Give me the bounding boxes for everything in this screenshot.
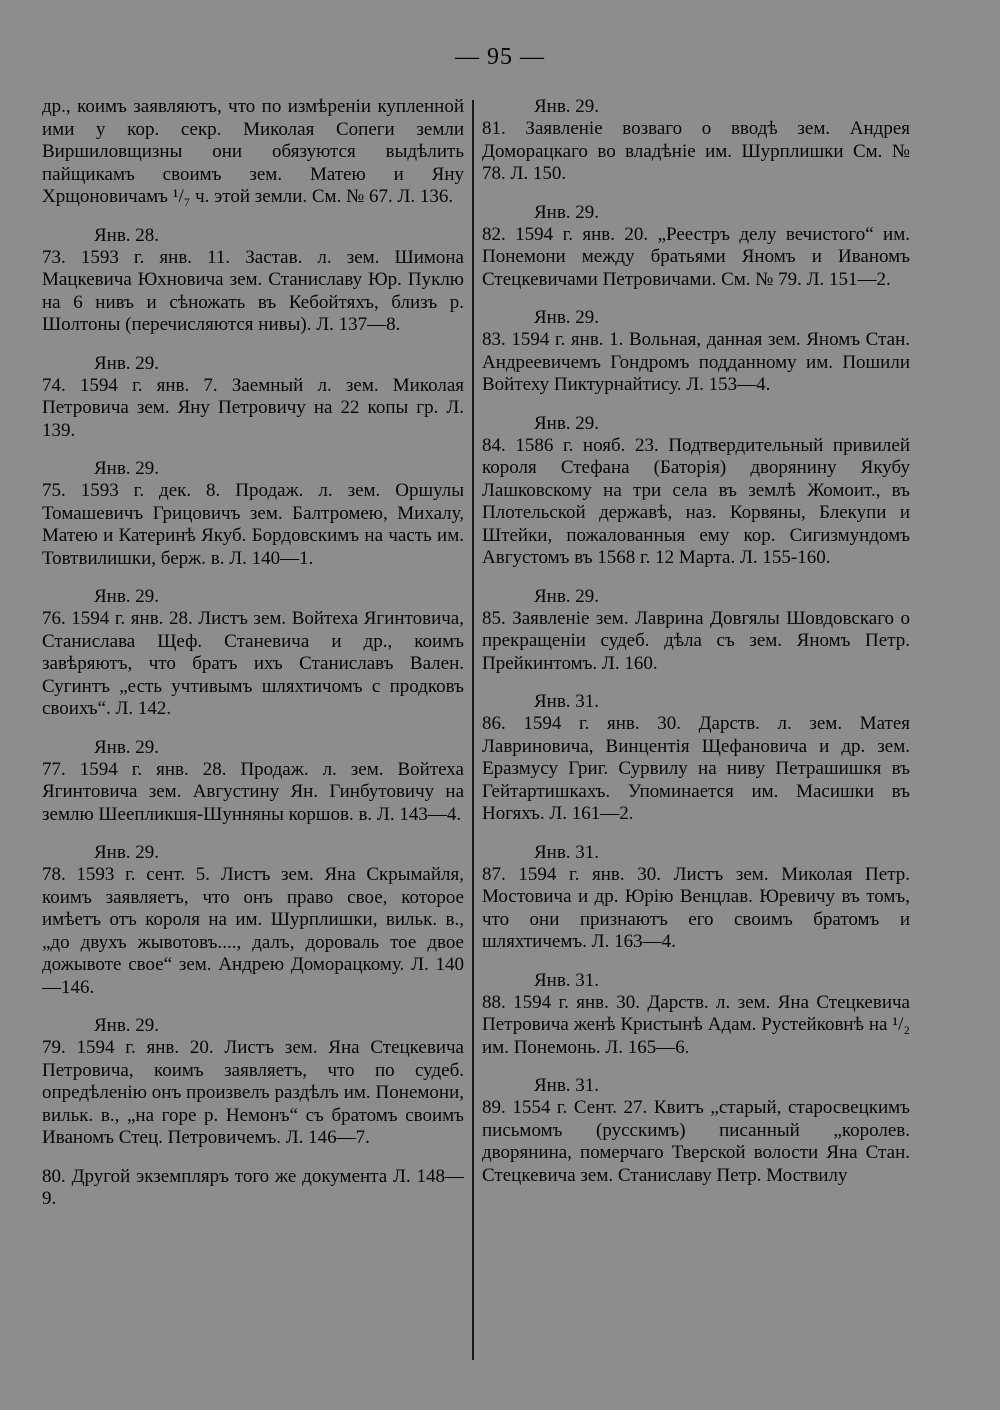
entry-79 <box>42 1015 464 1150</box>
entry-86 <box>482 691 910 826</box>
entry-82 <box>482 202 910 292</box>
entry-81 <box>482 96 910 186</box>
entry-text: 88. 1594 г. янв. 30. Дарств. л. зем. Яна Стецкевича Петровича женѣ Кристынѣ Адам. Рустейковнѣ на ¹/₂ им. Понемонь. Л. 165—6. <box>482 991 910 1058</box>
entry-date: Янв. 29. <box>534 96 600 117</box>
entry-text: 75. 1593 г. дек. 8. Продаж. л. зем. Оршулы Томашевичъ Грицовичъ зем. Балтромею, Михалу, Матею и Катеринѣ Якуб. Бордовскимъ на часть им. Товтвилишки, берж. в. Л. 140—1. <box>42 480 464 569</box>
entry-text: 82. 1594 г. янв. 20. „Реестръ делу вечистого“ им. Понемони между братьями Яномъ и Иваномъ Стецкевичами Петровичами. См. № 79. Л. 151—2. <box>482 223 910 290</box>
entry-date: Янв. 31. <box>534 691 600 712</box>
entry-text: 86. 1594 г. янв. 30. Дарств. л. зем. Матея Лавриновича, Винцентiя Щефановича и др. зем. Еразмусу Григ. Сурвилу на ниву Петрашишкя въ Гейтартишкахъ. Упоминается им. Масишки въ Ногяхъ. Л. 161—2. <box>482 713 910 824</box>
entry-75 <box>42 458 464 570</box>
entry-83 <box>482 307 910 397</box>
entry-text: 83. 1594 г. янв. 1. Вольная, данная зем. Яномъ Стан. Андреевичемъ Гондромъ подданному им. Пошили Войтеху Пиктурнайтису. Л. 153—4. <box>482 329 910 395</box>
column-divider <box>472 100 474 1360</box>
entry-date: Янв. 29. <box>94 352 160 374</box>
entry-text: 74. 1594 г. янв. 7. Заемный л. зем. Миколая Петровича зем. Яну Петровичу на 22 копы гр. Л. 139. <box>42 374 464 441</box>
entry-text: 84. 1586 г. нояб. 23. Подтвердительный привилей короля Стефана (Баторiя) дворянину Якубу Лашковскому на три села въ землѣ Жомоит., въ Плотельской державѣ, наз. Корвяны, Блекупи и Штейки, пожалованныя ему кор. Сигизмундомъ Августомъ въ 1568 г. 12 Марта. Л. 155-160. <box>482 434 910 568</box>
entry-text: 81. Заявленiе возваго о вводѣ зем. Андрея Доморацкаго во владѣнiе им. Шурплишки См. № 78. Л. 150. <box>482 118 910 184</box>
entry-date: Янв. 29. <box>534 307 600 328</box>
entry-date: Янв. 29. <box>94 1015 160 1036</box>
entry-date: Янв. 29. <box>94 842 160 863</box>
entry-date: Янв. 31. <box>534 841 600 863</box>
entry-85 <box>482 586 910 676</box>
page-number: — 95 — <box>455 44 545 70</box>
entry-text: 76. 1594 г. янв. 28. Листъ зем. Войтеха Ягинтовича, Станислава Щеф. Станевича и др., коимъ завѣряютъ, что братъ ихъ Станиславъ Вален. Сугинтъ „есть учтивымъ шляхтичомъ с продковъ своихъ“. Л. 142. <box>42 608 464 719</box>
entry-date: Янв. 29. <box>534 412 600 434</box>
entry-77 <box>42 737 464 827</box>
entry-text: 79. 1594 г. янв. 20. Листъ зем. Яна Стецкевича Петровича, коимъ заявляетъ, что по судеб. опредѣленiю онъ произвелъ раздѣлъ им. Понемони, вильк. в., „на горе р. Немонъ“ съ братомъ своимъ Иваномъ Стец. Петровичемъ. Л. 146—7. <box>42 1037 464 1148</box>
entry-date: Янв. 28. <box>94 224 160 246</box>
entry-date: Янв. 29. <box>94 458 160 479</box>
entry-text: 78. 1593 г. сент. 5. Листъ зем. Яна Скрымайля, коимъ заявляетъ, что онъ право свое, которое имѣетъ отъ короля на им. Шурплишки, вильк. в., „до двухъ жывотовъ...., далъ, дороваль тое двое дожывоте свое“ зем. Андрею Доморацкому. Л. 140—146. <box>42 864 464 998</box>
entry-date: Янв. 31. <box>534 1075 600 1096</box>
entry-text: 80. Другой экземпляръ того же документа Л. 148—9. <box>42 1165 464 1209</box>
entry-date: Янв. 29. <box>534 585 600 607</box>
entry-text: 89. 1554 г. Сент. 27. Квитъ „старый, старосвецкимъ письмомъ (русскимъ) писанный „королев. дворянина, померчаго Тверской волости Яна Стан. Стецкевича зем. Станиславу Петр. Моствилу <box>482 1097 910 1186</box>
entry-89 <box>482 1075 910 1187</box>
left-column <box>42 96 464 1227</box>
entry-80 <box>42 1166 464 1211</box>
entry-74 <box>42 353 464 443</box>
entry-73 <box>42 225 464 337</box>
entry-date: Янв. 29. <box>94 736 160 758</box>
entry-date: Янв. 29. <box>534 201 600 223</box>
entry-text: 85. Заявленiе зем. Лаврина Довгялы Шовдовскаго о прекращенiи судеб. дѣла съ зем. Яномъ Петр. Прейкинтомъ. Л. 160. <box>482 607 910 674</box>
entry-text: 77. 1594 г. янв. 28. Продаж. л. зем. Войтеха Ягинтовича зем. Августину Ян. Гинбутовичу на землю Шеепликшя-Шунняны коршов. в. Л. 143—4. <box>42 758 464 825</box>
entry-88 <box>482 970 910 1060</box>
entry-87 <box>482 842 910 954</box>
entry-76 <box>42 586 464 721</box>
entry-text: 87. 1594 г. янв. 30. Листъ зем. Миколая Петр. Мостовича и др. Юрiю Венцлав. Юревичу въ томъ, что они признаютъ его своимъ братомъ и шляхтичемъ. Л. 163—4. <box>482 863 910 952</box>
entry-date: Янв. 31. <box>534 969 600 991</box>
continued-entry: др., коимъ заявляютъ, что по измѣренiи купленной ими у кор. секр. Миколая Сопеги земли Виршиловщизны они обязуются выдѣлить пайщикамъ своимъ зем. Матею и Яну Хрщоновичамъ ¹/₇ ч. этой земли. См. № 67. Л. 136. <box>42 96 464 207</box>
entry-date: Янв. 29. <box>94 586 160 607</box>
entry-78 <box>42 842 464 999</box>
entry-text: 73. 1593 г. янв. 11. Застав. л. зем. Шимона Мацкевича Юхновича зем. Станиславу Юр. Пуклю на 6 нивъ и сѣножать въ Кебойтяхъ, близъ р. Шолтоны (перечисляются нивы). Л. 137—8. <box>42 246 464 335</box>
right-column <box>482 96 910 1203</box>
entry-84 <box>482 413 910 570</box>
